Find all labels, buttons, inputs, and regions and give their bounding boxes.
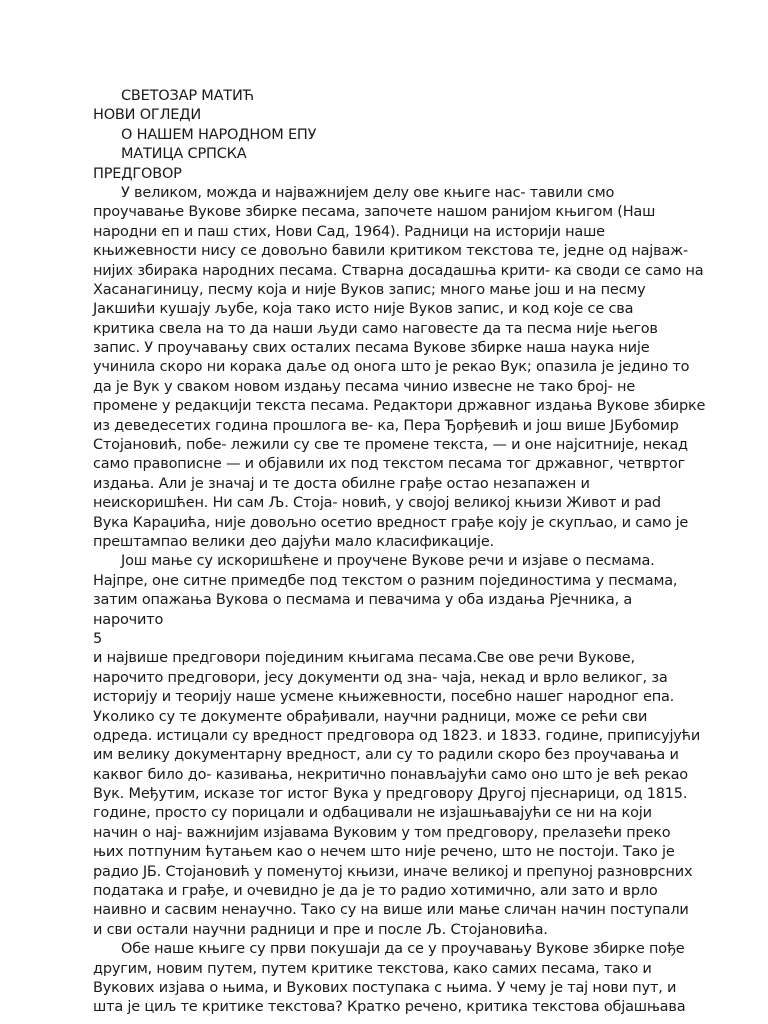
text-line: нарочито xyxy=(93,611,164,628)
paragraph-2 xyxy=(93,552,693,630)
text-line: из деведесетих година прошлога ве- ка, Пера Ђорђевић и још више ЈБубомир xyxy=(93,417,679,434)
text-line: Вука Караџића, није довољно осетио вредност грађе коју је скупљао, и само је xyxy=(93,514,689,531)
text-line: прештампао велики део дајући мало класификације. xyxy=(93,533,494,550)
text-line: Вукових изјава о њима, и Вукових поступака с њима. У чему је тај нови пут, и xyxy=(93,979,677,996)
book-subtitle: О НАШЕМ НАРОДНОМ ЕПУ xyxy=(121,126,317,143)
paragraph-3 xyxy=(93,649,701,940)
text-line: Вук. Међутим, исказе тог истог Вука у предговору Другој пјеснарици, од 1815. xyxy=(93,786,688,803)
text-line: нијих збирака народних песама. Стварна досадашња крити- ка своди се само на xyxy=(93,262,704,279)
text-line: Хасанагиницу, песму која и није Вуков запис; много мање још и на песму xyxy=(93,281,646,298)
text-line: историју и теорију наше усмене књижевности, посебно нашег народног епа. xyxy=(93,689,675,706)
text-line: Још мање су искоришћене и проучене Вукове речи и изјаве о песмама. xyxy=(121,553,655,570)
text-line: нарочито предговори, јесу документи од зна- чаја, некад и врло великог, за xyxy=(93,669,668,686)
text-line: учинила скоро ни корака даље од онога што је рекао Вук; опазила је једино то xyxy=(93,359,690,376)
text-line: им велику документарну вредност, али су то радили скоро без проучавања и xyxy=(93,747,679,764)
text-line: издања. Али је значај и те доста обилне грађе остао незапажен и xyxy=(93,475,590,492)
text-line: проучавање Вукове збирке песама, започете нашом ранијом књигом (Наш xyxy=(93,204,656,221)
text-line: неискоришћен. Ни сам Љ. Стоја- новић, у својој великој књизи Живот и рad xyxy=(93,495,661,512)
paragraph-1 xyxy=(93,184,706,552)
text-line: критика свела на то да наши људи само наговесте да та песма није његов xyxy=(93,320,658,337)
text-line: године, просто су порицали и одбацивали не изјашњавајући се ни на који xyxy=(93,805,652,822)
text-line: и највише предговори појединим књигама песама.Све ове речи Вукове, xyxy=(93,650,635,667)
text-line: запис. У проучавању свих осталих песама Вукове збирке наша наука није xyxy=(93,340,650,357)
text-line: промене у редакцији текста песама. Редактори државног издања Вукове збирке xyxy=(93,398,706,415)
text-line: наивно и сасвим ненаучно. Тако су на више или мање сличан начин поступали xyxy=(93,902,689,919)
text-line: њих потпуним ћутањем као о нечем што није речено, што не постоји. Тако је xyxy=(93,844,675,861)
text-line: и сви остали научни радници и пре и после Љ. Стојановића. xyxy=(93,921,548,938)
text-line: само правописне — и објавили их под текстом песама тог државног, четвртог xyxy=(93,456,686,473)
text-line: Најпре, оне ситне примедбе под текстом о разним појединостима у песмама, xyxy=(93,572,678,589)
text-line: шта је циљ те критике текстова? Кратко речено, критика текстова објашњава xyxy=(93,999,686,1016)
text-line: другим, новим путем, путем критике текстова, како самих песама, тако и xyxy=(93,960,652,977)
paragraph-4 xyxy=(93,940,693,1018)
author-line: СВЕТОЗАР МАТИЋ xyxy=(121,88,254,104)
text-line: народни еп и паш стих, Нови Сад, 1964). Радници на историји наше xyxy=(93,223,605,240)
text-line: одреда. истицали су вредност предговора од 1823. и 1833. године, приписујући xyxy=(93,727,701,744)
section-heading: ПРЕДГОВОР xyxy=(93,165,182,182)
text-line: начин о нај- важнијим изјавама Вуковим у том предговору, прелазећи преко xyxy=(93,824,671,841)
text-line: Стојановић, побе- лежили су све те промене текста, — и оне најситније, некад xyxy=(93,437,688,454)
document-page xyxy=(93,87,706,1018)
page-number: 5 xyxy=(93,630,103,647)
publisher-line: МАТИЦА СРПСКА xyxy=(121,146,247,163)
text-line: књижевности нису се довољно бавили критиком текстова те, једне од најваж- xyxy=(93,243,689,260)
text-line: Уколико су те документе обрађивали, научни радници, може се рећи сви xyxy=(93,708,648,725)
book-title: НОВИ ОГЛЕДИ xyxy=(93,107,202,124)
text-line: радио ЈБ. Стојановић у поменутој књизи, иначе великој и препуној разноврсних xyxy=(93,863,693,880)
text-line: Јакшићи кушају љубе, која тако исто није Вуков запис, и код које се сва xyxy=(93,301,634,318)
text-line: података и грађе, и очевидно је да је то радио хотимично, али зато и врло xyxy=(93,883,658,900)
text-line: Обе наше књиге су први покушаји да се у проучавању Вукове збирке пође xyxy=(121,941,685,958)
text-line: У великом, можда и најважнијем делу ове књиге нас- тавили смо xyxy=(121,184,615,201)
text-line: каквог било до- казивања, некритично понављајући само оно што је већ рекао xyxy=(93,766,688,783)
text-line: да је Вук у сваком новом издању песама чинио извесне не тако број- не xyxy=(93,378,636,395)
text-line: затим опажања Вукова о песмама и певачима у оба издања Рјечника, а xyxy=(93,592,633,609)
